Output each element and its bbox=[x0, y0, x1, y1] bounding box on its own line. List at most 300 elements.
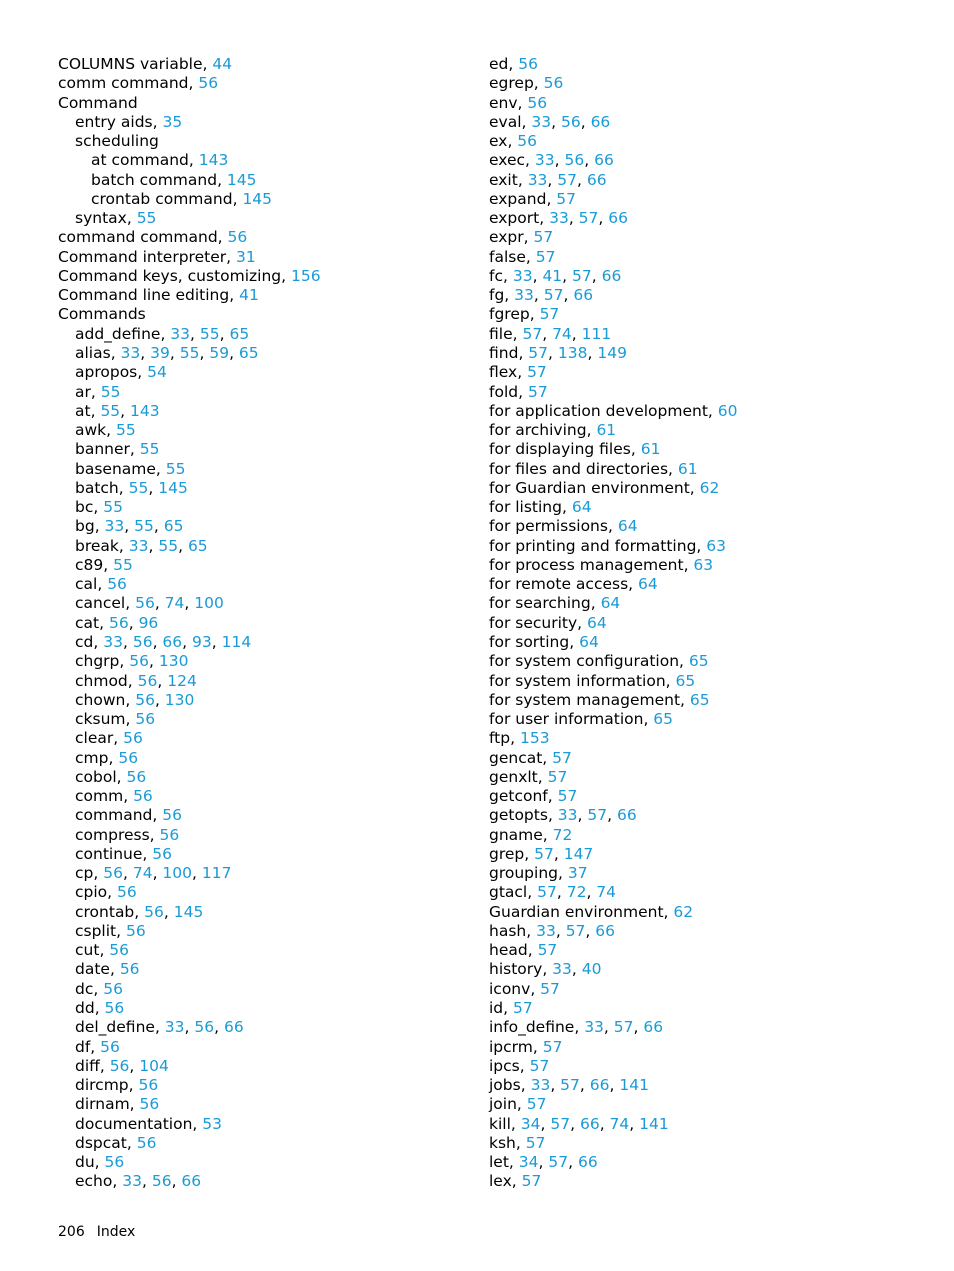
index-entry: date, 56 bbox=[75, 960, 140, 979]
page-link[interactable]: 56 bbox=[126, 767, 147, 786]
page-link[interactable]: 55 bbox=[116, 421, 136, 440]
page-link[interactable]: 57 bbox=[613, 1018, 634, 1037]
page-link[interactable]: 96 bbox=[138, 613, 159, 632]
page-link[interactable]: 64 bbox=[600, 594, 621, 613]
page-link[interactable]: 66 bbox=[608, 209, 628, 228]
page-link[interactable]: 56 bbox=[135, 594, 155, 613]
page-link[interactable]: 56 bbox=[162, 806, 182, 825]
index-term: for system configuration bbox=[489, 652, 680, 671]
index-entry: ipcs, 57 bbox=[489, 1056, 550, 1075]
page-link[interactable]: 66 bbox=[616, 806, 637, 825]
page-link[interactable]: 66 bbox=[590, 112, 611, 131]
page-link[interactable]: 66 bbox=[601, 266, 622, 285]
page-link[interactable]: 145 bbox=[173, 902, 204, 921]
page-link[interactable]: 61 bbox=[596, 421, 617, 440]
page-link[interactable]: 56 bbox=[517, 132, 538, 151]
page-link[interactable]: 57 bbox=[521, 1172, 542, 1191]
page-link[interactable]: 143 bbox=[130, 401, 160, 420]
page-link[interactable]: 57 bbox=[535, 247, 556, 266]
index-entry: file, 57, 74, 111 bbox=[489, 324, 612, 343]
page-link[interactable]: 57 bbox=[543, 286, 564, 305]
index-entry: comm command, 56 bbox=[58, 74, 219, 93]
page-link[interactable]: 33 bbox=[170, 324, 191, 343]
page-link[interactable]: 74 bbox=[132, 864, 153, 883]
index-term: for system information bbox=[489, 671, 666, 690]
index-entry: cmp, 56 bbox=[75, 748, 139, 767]
page-link[interactable]: 57 bbox=[527, 382, 548, 401]
index-entry: chgrp, 56, 130 bbox=[75, 652, 189, 671]
page-link[interactable]: 56 bbox=[194, 1018, 215, 1037]
index-term: grep bbox=[489, 844, 525, 863]
page-link[interactable]: 56 bbox=[144, 902, 164, 921]
index-term: date bbox=[75, 960, 110, 979]
index-term: cut bbox=[75, 941, 100, 960]
index-entry: basename, 55 bbox=[75, 459, 186, 478]
page-link[interactable]: 100 bbox=[162, 864, 193, 883]
page-link[interactable]: 56 bbox=[527, 93, 548, 112]
index-term: apropos bbox=[75, 363, 138, 382]
page-link[interactable]: 56 bbox=[139, 1095, 160, 1114]
page-link[interactable]: 114 bbox=[221, 632, 252, 651]
index-entry: for sorting, 64 bbox=[489, 632, 599, 651]
index-term: file bbox=[489, 324, 513, 343]
page-link[interactable]: 56 bbox=[198, 74, 219, 93]
index-entry: gtacl, 57, 72, 74 bbox=[489, 883, 617, 902]
page-link[interactable]: 104 bbox=[139, 1056, 169, 1075]
page-link[interactable]: 57 bbox=[526, 1095, 547, 1114]
index-term: bc bbox=[75, 498, 94, 517]
page-link[interactable]: 57 bbox=[522, 324, 543, 343]
page-link[interactable]: 56 bbox=[564, 151, 585, 170]
index-column-right bbox=[489, 55, 929, 1192]
page-link[interactable]: 57 bbox=[533, 228, 554, 247]
page-link[interactable]: 145 bbox=[242, 189, 273, 208]
index-entry: batch, 55, 145 bbox=[75, 478, 188, 497]
page-link[interactable]: 57 bbox=[557, 170, 578, 189]
page-link[interactable]: 41 bbox=[239, 286, 259, 305]
page-link[interactable]: 33 bbox=[122, 1172, 142, 1191]
index-entry: history, 33, 40 bbox=[489, 960, 602, 979]
page-link[interactable]: 55 bbox=[165, 459, 186, 478]
page-link[interactable]: 41 bbox=[542, 266, 563, 285]
page-link[interactable]: 143 bbox=[198, 151, 229, 170]
index-term: break bbox=[75, 536, 119, 555]
page-link[interactable]: 145 bbox=[226, 170, 257, 189]
page-link[interactable]: 39 bbox=[150, 343, 170, 362]
index-entry: csplit, 56 bbox=[75, 921, 146, 940]
page-link[interactable]: 124 bbox=[167, 671, 197, 690]
page-link[interactable]: 57 bbox=[560, 1076, 580, 1095]
page-link[interactable]: 66 bbox=[643, 1018, 664, 1037]
page-link[interactable]: 153 bbox=[519, 729, 550, 748]
page-link[interactable]: 111 bbox=[581, 324, 612, 343]
index-entry: dirnam, 56 bbox=[75, 1095, 160, 1114]
page-link[interactable]: 56 bbox=[104, 1153, 125, 1172]
index-term: dirnam bbox=[75, 1095, 130, 1114]
index-entry bbox=[58, 305, 458, 324]
index-entry: cpio, 56 bbox=[75, 883, 137, 902]
page-link[interactable]: 66 bbox=[586, 170, 607, 189]
index-term: let bbox=[489, 1153, 509, 1172]
page-link[interactable]: 72 bbox=[552, 825, 573, 844]
page-link[interactable]: 44 bbox=[212, 55, 233, 73]
index-entry: crontab, 56, 145 bbox=[75, 902, 204, 921]
index-entry bbox=[58, 94, 458, 113]
page-link[interactable]: 33 bbox=[536, 921, 556, 940]
index-entry: lex, 57 bbox=[489, 1172, 542, 1191]
page-link[interactable]: 33 bbox=[549, 209, 569, 228]
index-term: chgrp bbox=[75, 652, 120, 671]
index-term: cobol bbox=[75, 767, 117, 786]
page-link[interactable]: 33 bbox=[128, 536, 149, 555]
page-link[interactable]: 55 bbox=[100, 382, 121, 401]
index-term: ar bbox=[75, 382, 91, 401]
page-link[interactable]: 56 bbox=[560, 112, 581, 131]
page-link[interactable]: 33 bbox=[103, 632, 123, 651]
index-entry: documentation, 53 bbox=[75, 1114, 222, 1133]
index-entry: ar, 55 bbox=[75, 382, 121, 401]
page-link[interactable]: 66 bbox=[577, 1153, 598, 1172]
page-link[interactable]: 149 bbox=[597, 343, 627, 362]
page-link[interactable]: 93 bbox=[192, 632, 212, 651]
index-term: env bbox=[489, 93, 518, 112]
page-link[interactable]: 33 bbox=[527, 170, 548, 189]
page-link[interactable]: 57 bbox=[537, 883, 557, 902]
page-link[interactable]: 74 bbox=[552, 324, 572, 343]
page-link[interactable]: 57 bbox=[556, 189, 577, 208]
index-entry: ed, 56 bbox=[489, 55, 538, 73]
page-link[interactable]: 56 bbox=[108, 613, 129, 632]
page-link[interactable]: 33 bbox=[557, 806, 578, 825]
page-link[interactable]: 66 bbox=[579, 1114, 600, 1133]
page-link[interactable]: 57 bbox=[548, 1153, 569, 1172]
index-entry: COLUMNS variable, 44 bbox=[58, 55, 233, 73]
index-entry: egrep, 56 bbox=[489, 74, 564, 93]
page-link[interactable]: 56 bbox=[136, 1133, 157, 1152]
index-term: documentation bbox=[75, 1114, 193, 1133]
page-link[interactable]: 66 bbox=[181, 1172, 202, 1191]
page-link[interactable]: 59 bbox=[209, 343, 230, 362]
page-link[interactable]: 65 bbox=[187, 536, 208, 555]
page-link[interactable]: 56 bbox=[137, 671, 158, 690]
page-link[interactable]: 33 bbox=[552, 960, 572, 979]
index-entry: for user information, 65 bbox=[489, 710, 674, 729]
page-link[interactable]: 35 bbox=[162, 112, 183, 131]
index-term: at bbox=[75, 401, 91, 420]
page-link[interactable]: 57 bbox=[529, 1056, 550, 1075]
index-term: for security bbox=[489, 613, 578, 632]
index-term: dspcat bbox=[75, 1133, 127, 1152]
page-link[interactable]: 57 bbox=[572, 266, 592, 285]
index-entry: cobol, 56 bbox=[75, 767, 147, 786]
page-link[interactable]: 40 bbox=[581, 960, 602, 979]
page-link[interactable]: 56 bbox=[159, 825, 180, 844]
index-term: getopts bbox=[489, 806, 548, 825]
page-link[interactable]: 100 bbox=[194, 594, 224, 613]
page-link[interactable]: 64 bbox=[638, 575, 658, 594]
page-link[interactable]: 55 bbox=[139, 440, 160, 459]
index-term: find bbox=[489, 343, 519, 362]
page-link[interactable]: 57 bbox=[527, 363, 547, 382]
index-term: batch bbox=[75, 478, 119, 497]
page-link[interactable]: 64 bbox=[579, 632, 599, 651]
page-link[interactable]: 62 bbox=[673, 902, 694, 921]
page-link[interactable]: 61 bbox=[677, 459, 698, 478]
page-link[interactable]: 57 bbox=[547, 767, 568, 786]
index-entry bbox=[58, 132, 458, 151]
index-entry: for application development, 60 bbox=[489, 401, 738, 420]
page-link[interactable]: 56 bbox=[103, 864, 123, 883]
index-entry: dspcat, 56 bbox=[75, 1133, 157, 1152]
page-link[interactable]: 130 bbox=[164, 690, 195, 709]
page-link[interactable]: 31 bbox=[235, 247, 256, 266]
page-link[interactable]: 56 bbox=[227, 228, 248, 247]
index-term: diff bbox=[75, 1056, 100, 1075]
page-link[interactable]: 141 bbox=[639, 1114, 669, 1133]
page-link[interactable]: 33 bbox=[534, 151, 555, 170]
page-link[interactable]: 55 bbox=[113, 555, 133, 574]
page-link[interactable]: 66 bbox=[573, 286, 594, 305]
index-term: banner bbox=[75, 440, 130, 459]
page-link[interactable]: 56 bbox=[135, 710, 156, 729]
page-link[interactable]: 34 bbox=[518, 1153, 539, 1172]
index-term: Command bbox=[58, 93, 138, 112]
page-footer bbox=[58, 1222, 135, 1242]
page-link[interactable]: 55 bbox=[179, 343, 200, 362]
index-term: Guardian environment bbox=[489, 902, 664, 921]
index-entry: for displaying files, 61 bbox=[489, 440, 661, 459]
page-link[interactable]: 57 bbox=[550, 1114, 571, 1133]
index-term: fc bbox=[489, 266, 503, 285]
index-term: compress bbox=[75, 825, 150, 844]
page-link[interactable]: 64 bbox=[587, 613, 607, 632]
page-link[interactable]: 56 bbox=[117, 883, 137, 902]
index-term: crontab command bbox=[91, 189, 233, 208]
index-entry: cp, 56, 74, 100, 117 bbox=[75, 864, 232, 883]
index-term: gtacl bbox=[489, 883, 528, 902]
page-link[interactable]: 55 bbox=[134, 517, 154, 536]
index-entry: eval, 33, 56, 66 bbox=[489, 112, 611, 131]
page-link[interactable]: 55 bbox=[128, 478, 149, 497]
index-entry: grep, 57, 147 bbox=[489, 844, 594, 863]
index-term: gname bbox=[489, 825, 543, 844]
index-entry: cut, 56 bbox=[75, 941, 130, 960]
index-entry: echo, 33, 56, 66 bbox=[75, 1172, 202, 1191]
index-term: getconf bbox=[489, 787, 548, 806]
page-link[interactable]: 57 bbox=[525, 1133, 546, 1152]
index-term: for Guardian environment bbox=[489, 478, 690, 497]
page-link[interactable]: 65 bbox=[238, 343, 259, 362]
page-link[interactable]: 55 bbox=[103, 498, 123, 517]
page-link[interactable]: 57 bbox=[552, 748, 572, 767]
page-link[interactable]: 60 bbox=[717, 401, 738, 420]
page-link[interactable]: 56 bbox=[151, 1172, 172, 1191]
index-term: for system management bbox=[489, 690, 681, 709]
page-link[interactable]: 34 bbox=[520, 1114, 541, 1133]
index-term: join bbox=[489, 1095, 517, 1114]
page-link[interactable]: 55 bbox=[136, 209, 157, 228]
index-entry: apropos, 54 bbox=[75, 363, 167, 382]
page-link[interactable]: 37 bbox=[567, 864, 588, 883]
index-entry: expand, 57 bbox=[489, 189, 577, 208]
page-link[interactable]: 57 bbox=[513, 999, 533, 1018]
page-link[interactable]: 56 bbox=[129, 652, 149, 671]
page-link[interactable]: 130 bbox=[158, 652, 189, 671]
index-term: for permissions bbox=[489, 517, 608, 536]
index-term: add_define bbox=[75, 324, 161, 343]
page-link[interactable]: 65 bbox=[229, 324, 250, 343]
page-link[interactable]: 65 bbox=[163, 517, 184, 536]
index-term: Command keys, customizing bbox=[58, 266, 282, 285]
page-link[interactable]: 57 bbox=[528, 343, 549, 362]
index-term: cksum bbox=[75, 710, 126, 729]
index-term: for remote access bbox=[489, 575, 629, 594]
page-link[interactable]: 57 bbox=[540, 979, 560, 998]
page-link[interactable]: 57 bbox=[534, 844, 554, 863]
page-link[interactable]: 141 bbox=[619, 1076, 649, 1095]
page-link[interactable]: 61 bbox=[640, 440, 661, 459]
index-column-left bbox=[58, 55, 458, 1192]
page-link[interactable]: 33 bbox=[530, 1076, 551, 1095]
page-link[interactable]: 56 bbox=[109, 941, 130, 960]
index-term: id bbox=[489, 999, 504, 1018]
page-link[interactable]: 145 bbox=[158, 478, 188, 497]
index-term: ksh bbox=[489, 1133, 516, 1152]
page-link[interactable]: 62 bbox=[699, 478, 720, 497]
index-entry: dircmp, 56 bbox=[75, 1076, 159, 1095]
index-entry: for system configuration, 65 bbox=[489, 652, 709, 671]
page-link[interactable]: 33 bbox=[104, 517, 125, 536]
page-link[interactable]: 56 bbox=[126, 921, 146, 940]
index-entry: clear, 56 bbox=[75, 729, 143, 748]
index-term: for searching bbox=[489, 594, 591, 613]
page-link[interactable]: 57 bbox=[587, 806, 608, 825]
page-link[interactable]: 57 bbox=[537, 941, 558, 960]
page-link[interactable]: 56 bbox=[118, 748, 139, 767]
page-link[interactable]: 72 bbox=[566, 883, 587, 902]
page-link[interactable]: 65 bbox=[653, 710, 674, 729]
index-entry: bc, 55 bbox=[75, 498, 123, 517]
page-link[interactable]: 56 bbox=[100, 1037, 120, 1056]
page-link[interactable]: 56 bbox=[104, 999, 125, 1018]
page-link[interactable]: 56 bbox=[138, 1076, 159, 1095]
index-entry: for Guardian environment, 62 bbox=[489, 478, 720, 497]
page-link[interactable]: 63 bbox=[706, 536, 726, 555]
page-link[interactable]: 66 bbox=[595, 921, 616, 940]
page-link[interactable]: 66 bbox=[594, 151, 614, 170]
page-link[interactable]: 56 bbox=[132, 632, 153, 651]
page-link[interactable]: 57 bbox=[539, 305, 560, 324]
index-entry: for remote access, 64 bbox=[489, 575, 658, 594]
index-entry: env, 56 bbox=[489, 93, 548, 112]
page-link[interactable]: 56 bbox=[152, 844, 172, 863]
page-number: 206 bbox=[58, 1224, 85, 1240]
page-link[interactable]: 66 bbox=[223, 1018, 244, 1037]
index-entry: ksh, 57 bbox=[489, 1133, 546, 1152]
index-term: for process management bbox=[489, 555, 684, 574]
page-link[interactable]: 66 bbox=[589, 1076, 610, 1095]
page-link[interactable]: 33 bbox=[584, 1018, 604, 1037]
page-link[interactable]: 55 bbox=[199, 324, 220, 343]
index-entry: gencat, 57 bbox=[489, 748, 572, 767]
page-link[interactable]: 54 bbox=[147, 363, 167, 382]
page-link[interactable]: 56 bbox=[543, 74, 564, 93]
page-link[interactable]: 63 bbox=[693, 555, 714, 574]
page-link[interactable]: 56 bbox=[109, 1056, 130, 1075]
page-link[interactable]: 55 bbox=[100, 401, 121, 420]
page-link[interactable]: 56 bbox=[133, 787, 153, 806]
index-entry: comm, 56 bbox=[75, 787, 153, 806]
index-entry: df, 56 bbox=[75, 1037, 120, 1056]
page-link[interactable]: 57 bbox=[542, 1037, 563, 1056]
footer-section-title: Index bbox=[96, 1224, 136, 1240]
page-link[interactable]: 117 bbox=[201, 864, 232, 883]
index-entry: alias, 33, 39, 55, 59, 65 bbox=[75, 343, 259, 362]
index-term: chown bbox=[75, 690, 126, 709]
index-entry: exec, 33, 56, 66 bbox=[489, 151, 614, 170]
page-link[interactable]: 65 bbox=[688, 652, 709, 671]
index-entry: flex, 57 bbox=[489, 363, 547, 382]
page-link[interactable]: 55 bbox=[158, 536, 179, 555]
page-link[interactable]: 56 bbox=[107, 575, 127, 594]
index-entry: cancel, 56, 74, 100 bbox=[75, 594, 224, 613]
index-entry: for permissions, 64 bbox=[489, 517, 638, 536]
index-term: head bbox=[489, 941, 528, 960]
page-link[interactable]: 33 bbox=[514, 286, 534, 305]
page-link[interactable]: 56 bbox=[103, 979, 123, 998]
index-term: hash bbox=[489, 921, 527, 940]
index-entry: Command line editing, 41 bbox=[58, 286, 259, 305]
page-link[interactable]: 64 bbox=[571, 498, 592, 517]
index-entry: diff, 56, 104 bbox=[75, 1056, 169, 1075]
index-term: grouping bbox=[489, 864, 558, 883]
index-entry: cat, 56, 96 bbox=[75, 613, 159, 632]
index-term: fg bbox=[489, 286, 505, 305]
page-link[interactable]: 65 bbox=[675, 671, 696, 690]
page-link[interactable]: 74 bbox=[609, 1114, 630, 1133]
page-link[interactable]: 33 bbox=[120, 343, 141, 362]
page-link[interactable]: 56 bbox=[119, 960, 140, 979]
page-link[interactable]: 64 bbox=[617, 517, 638, 536]
page-link[interactable]: 74 bbox=[164, 594, 185, 613]
page-link[interactable]: 33 bbox=[164, 1018, 185, 1037]
page-link[interactable]: 57 bbox=[565, 921, 586, 940]
page-link[interactable]: 138 bbox=[557, 343, 588, 362]
index-entry: fold, 57 bbox=[489, 382, 548, 401]
index-term: Command line editing bbox=[58, 286, 230, 305]
page-link[interactable]: 56 bbox=[123, 729, 143, 748]
page-link[interactable]: 33 bbox=[531, 112, 552, 131]
page-link[interactable]: 74 bbox=[596, 883, 617, 902]
page-link[interactable]: 57 bbox=[557, 787, 578, 806]
page-link[interactable]: 156 bbox=[291, 266, 321, 285]
index-entry: info_define, 33, 57, 66 bbox=[489, 1018, 664, 1037]
page-link[interactable]: 53 bbox=[202, 1114, 222, 1133]
page-link[interactable]: 65 bbox=[689, 690, 710, 709]
index-term: iconv bbox=[489, 979, 531, 998]
index-term: exec bbox=[489, 151, 526, 170]
page-link[interactable]: 66 bbox=[162, 632, 183, 651]
index-term: fgrep bbox=[489, 305, 530, 324]
page-link[interactable]: 33 bbox=[512, 266, 533, 285]
index-term: dd bbox=[75, 999, 95, 1018]
page-link[interactable]: 56 bbox=[135, 690, 155, 709]
page-link[interactable]: 57 bbox=[578, 209, 599, 228]
page-link[interactable]: 56 bbox=[518, 55, 538, 73]
page-link[interactable]: 147 bbox=[563, 844, 594, 863]
index-entry: let, 34, 57, 66 bbox=[489, 1153, 598, 1172]
index-term: fold bbox=[489, 382, 519, 401]
